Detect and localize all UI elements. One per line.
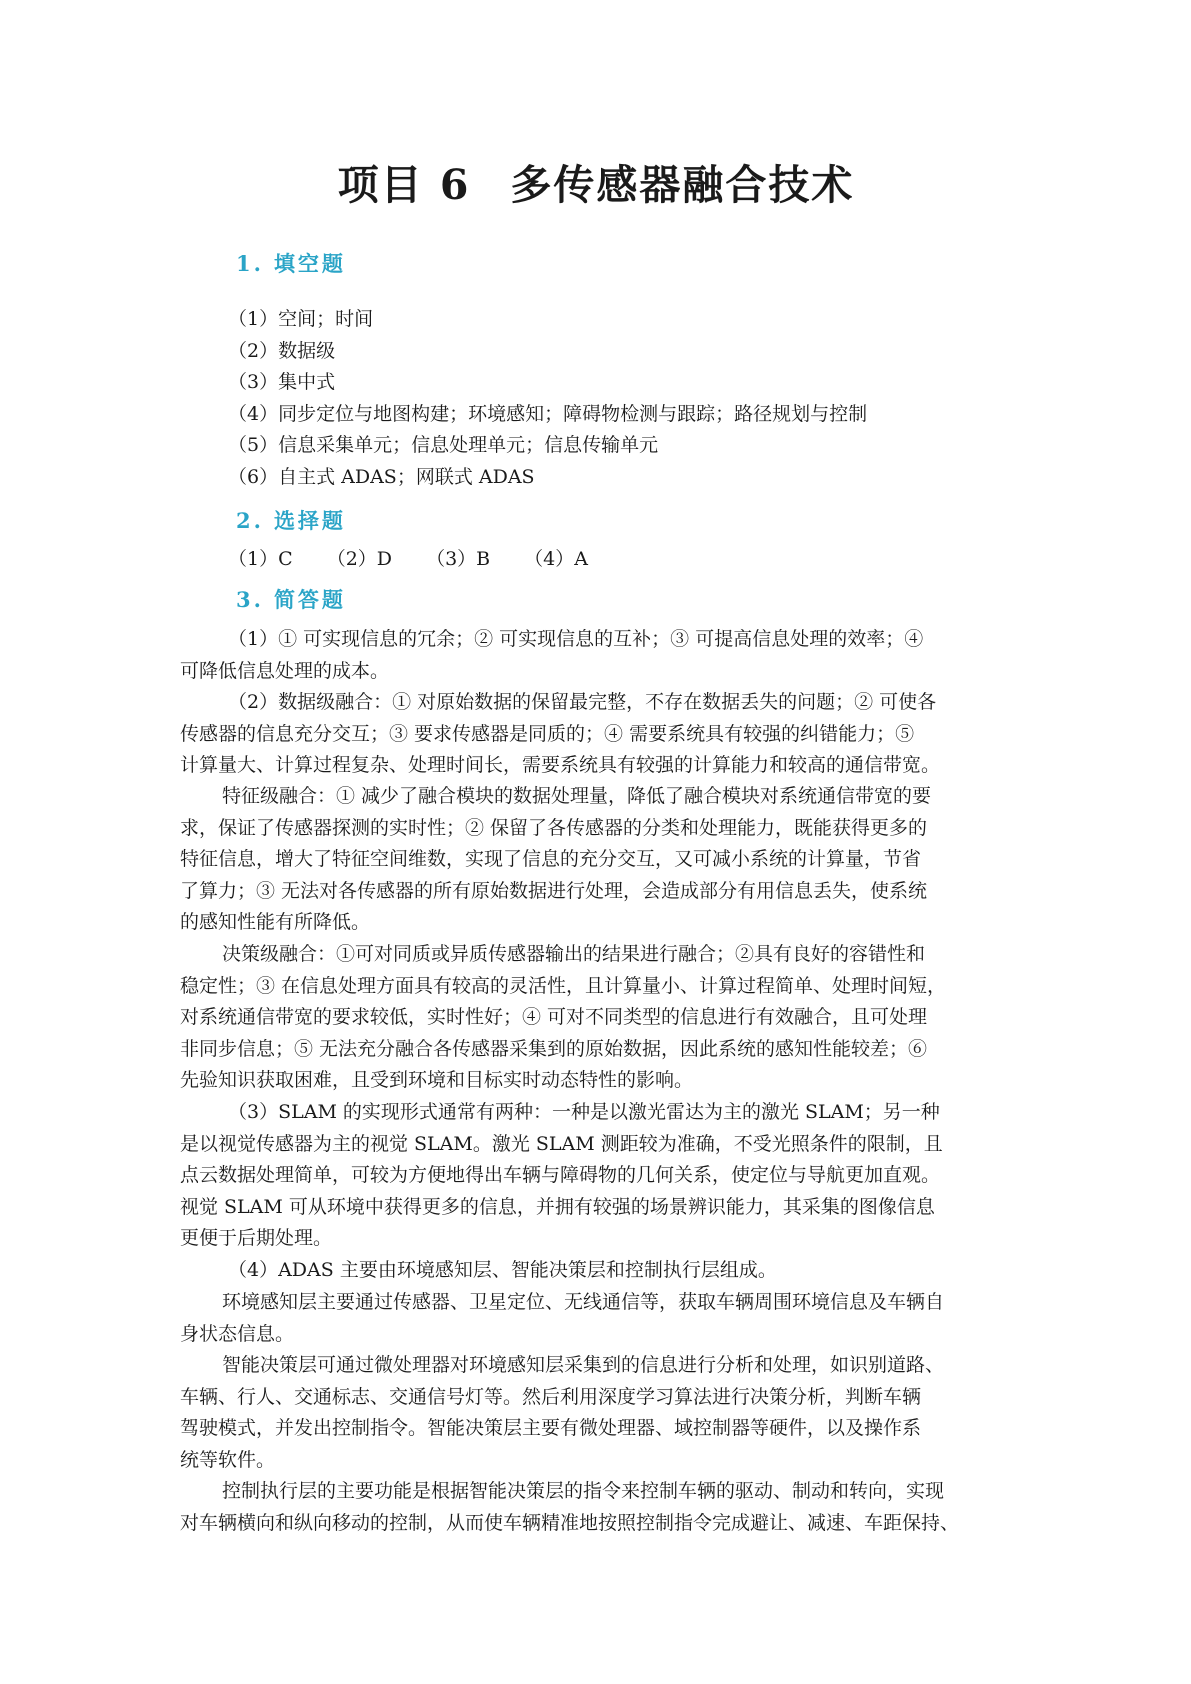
answer-paragraph-q4-control: 控制执行层的主要功能是根据智能决策层的指令来控制车辆的驱动、制动和转向，实现 对车辆横向和纵向移动的控制，从而使车辆精准地按照控制指令完成避让、减速、车距保持、: [180, 1480, 960, 1534]
fill-answer: （5）信息采集单元；信息处理单元；信息传输单元: [228, 434, 659, 456]
answer-paragraph-q4-perception: 环境感知层主要通过传感器、卫星定位、无线通信等，获取车辆周围环境信息及车辆自 身状态信息。: [180, 1291, 945, 1345]
answer-paragraph-q4: （4）ADAS 主要由环境感知层、智能决策层和控制执行层组成。: [228, 1259, 777, 1281]
choice-answers: [228, 544, 616, 574]
fill-answer: （1）空间；时间: [228, 308, 374, 330]
page-title: [180, 152, 1012, 211]
answer-paragraph-q3: （3）SLAM 的实现形式通常有两种：一种是以激光雷达为主的激光 SLAM；另一种 是以视觉传感器为主的视觉 SLAM。激光 SLAM 测距较为准确，不受光照条件的限制，且 点云数据处理简单，可较为方便地得出车辆与障碍物的几何关系，使定位与导航更加直观。 视觉 SLAM 可从环境中获得更多的信息，并拥有较强的场景辨识能力，其采集的图像信息 更便于后期处理。: [180, 1101, 943, 1249]
fill-answer: （3）集中式: [228, 371, 336, 393]
section-heading-choice: 2. 选择题: [236, 508, 346, 533]
answer-paragraph-q1: （1）① 可实现信息的冗余；② 可实现信息的互补；③ 可提高信息处理的效率；④ 可降低信息处理的成本。: [180, 628, 924, 682]
fill-answer: （4）同步定位与地图构建；环境感知；障碍物检测与跟踪；路径规划与控制: [228, 403, 868, 425]
title-name: 多传感器融合技术: [510, 161, 855, 209]
choice-answer: （1）C: [228, 548, 293, 570]
answer-paragraph-q4-decision: 智能决策层可通过微处理器对环境感知层采集到的信息进行分析和处理，如识别道路、 车辆、行人、交通标志、交通信号灯等。然后利用深度学习算法进行决策分析，判断车辆 驾驶模式，并发出控制指令。智能决策层主要有微处理器、域控制器等硬件，以及操作系 统等软件。: [180, 1354, 945, 1471]
answer-paragraph-q2-feature: 特征级融合：① 减少了融合模块的数据处理量，降低了融合模块对系统通信带宽的要 求，保证了传感器探测的实时性；② 保留了各传感器的分类和处理能力，既能获得更多的 特征信息，增大了特征空间维数，实现了信息的充分交互，又可减小系统的计算量，节省 了算力；③ 无法对各传感器的所有原始数据进行处理，会造成部分有用信息丢失，使系统 的感知性能有所降低。: [180, 785, 932, 933]
fill-answer: （6）自主式 ADAS；网联式 ADAS: [228, 466, 535, 488]
choice-answer: （2）D: [326, 548, 393, 570]
choice-answer: （3）B: [426, 548, 491, 570]
section-heading-fill-blank: 1. 填空题: [236, 251, 346, 276]
answer-paragraph-q2-decision: 决策级融合：①可对同质或异质传感器输出的结果进行融合；②具有良好的容错性和 稳定性；③ 在信息处理方面具有较高的灵活性，且计算量小、计算过程简单、处理时间短， 对系统通信带宽的要求较低，实时性好；④ 可对不同类型的信息进行有效融合，且可处理 非同步信息；⑤ 无法充分融合各传感器采集到的原始数据，因此系统的感知性能较差；⑥ 先验知识获取困难，且受到环境和目标实时动态特性的影响。: [180, 943, 947, 1091]
title-project: 项目 6: [337, 161, 471, 209]
fill-answer: （2）数据级: [228, 340, 336, 362]
choice-answer: （4）A: [524, 548, 588, 570]
section-heading-short-answer: 3. 简答题: [236, 587, 346, 612]
answer-paragraph-q2-data: （2）数据级融合：① 对原始数据的保留最完整，不存在数据丢失的问题；② 可使各 传感器的信息充分交互；③ 要求传感器是同质的；④ 需要系统具有较强的纠错能力；⑤ 计算量大、计算过程复杂、处理时间长，需要系统具有较强的计算能力和较高的通信带宽。: [180, 691, 941, 776]
